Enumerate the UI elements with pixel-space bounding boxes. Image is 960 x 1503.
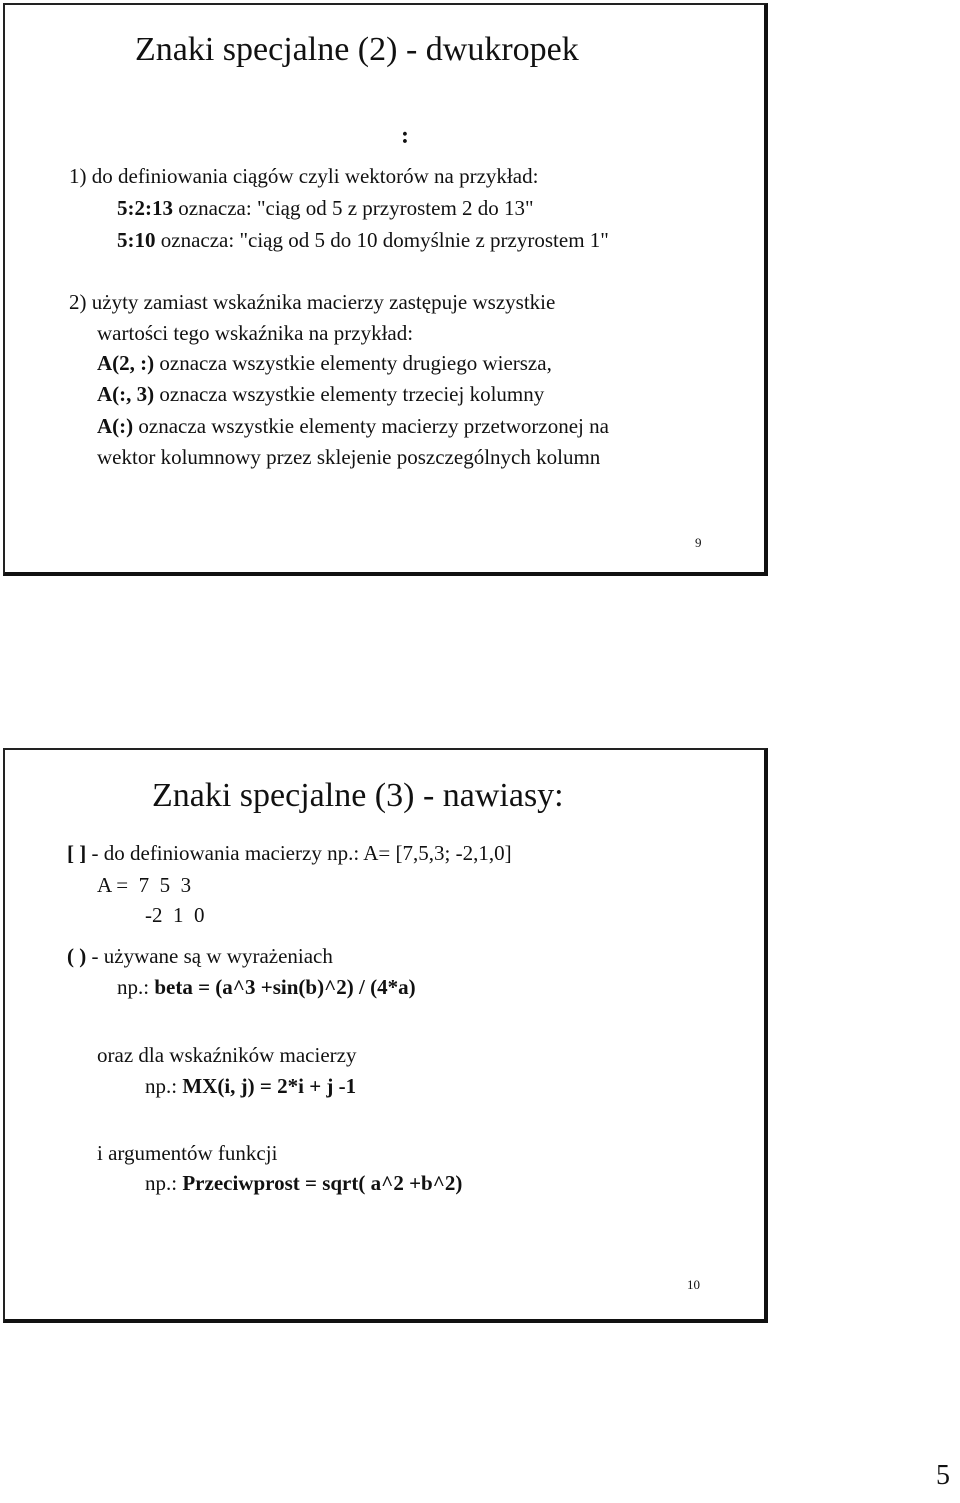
slide-10 <box>3 748 768 1323</box>
arguments-example <box>145 1170 462 1196</box>
code-snippet: Przeciwprost = sqrt( a^2 +b^2) <box>182 1171 463 1195</box>
code-snippet: A(2, :) <box>97 351 155 375</box>
example-description: oznacza: "ciąg od 5 z przyrostem 2 do 13" <box>173 196 534 220</box>
colon-symbol: : <box>401 123 409 149</box>
example-description: oznacza wszystkie elementy macierzy przetworzonej na <box>133 414 609 438</box>
brackets-description: - do definiowania macierzy np.: A= [7,5,3; -2,1,0] <box>86 841 512 865</box>
matrix-row-2: -2 1 0 <box>145 903 205 927</box>
item1-example-1 <box>117 195 534 221</box>
brackets-symbol: [ ] <box>67 841 87 865</box>
example-prefix: np.: <box>145 1171 183 1195</box>
indices-example <box>145 1073 356 1099</box>
code-snippet: MX(i, j) = 2*i + j -1 <box>182 1074 357 1098</box>
example-description: oznacza wszystkie elementy trzeciej kolumny <box>154 382 545 406</box>
item1-example-2 <box>117 227 609 253</box>
item2-intro-line1: 2) użyty zamiast wskaźnika macierzy zastępuje wszystkie <box>69 290 556 314</box>
code-snippet: A(:) <box>97 414 134 438</box>
slide-title: Znaki specjalne (3) - nawiasy: <box>152 777 564 814</box>
slide-9 <box>3 3 768 576</box>
slide-number: 9 <box>695 535 702 550</box>
item2-example-3 <box>97 413 609 439</box>
page-number: 5 <box>936 1460 950 1491</box>
item2-example-3-continuation: wektor kolumnowy przez sklejenie poszczególnych kolumn <box>97 445 601 469</box>
example-prefix: np.: <box>117 975 155 999</box>
indices-text: oraz dla wskaźników macierzy <box>97 1043 357 1067</box>
brackets-line <box>67 840 512 866</box>
slide-title: Znaki specjalne (2) - dwukropek <box>135 31 579 68</box>
parens-line <box>67 943 333 969</box>
item2-intro-line2: wartości tego wskaźnika na przykład: <box>97 321 414 345</box>
parens-symbol: ( ) <box>67 944 87 968</box>
example-description: oznacza: "ciąg od 5 do 10 domyślnie z przyrostem 1" <box>155 228 609 252</box>
matrix-row-1: A = 7 5 3 <box>97 873 192 897</box>
item1-intro: 1) do definiowania ciągów czyli wektorów na przykład: <box>69 164 539 188</box>
item2-example-2 <box>97 381 544 407</box>
example-description: oznacza wszystkie elementy drugiego wiersza, <box>154 351 552 375</box>
code-snippet: 5:2:13 <box>117 196 173 220</box>
parens-description: - używane są w wyrażeniach <box>86 944 333 968</box>
code-snippet: beta = (a^3 +sin(b)^2) / (4*a) <box>154 975 416 999</box>
expression-example <box>117 974 416 1000</box>
example-prefix: np.: <box>145 1074 183 1098</box>
code-snippet: 5:10 <box>117 228 156 252</box>
slide-number: 10 <box>687 1277 700 1292</box>
item2-example-1 <box>97 350 552 376</box>
code-snippet: A(:, 3) <box>97 382 155 406</box>
arguments-text: i argumentów funkcji <box>97 1141 278 1165</box>
